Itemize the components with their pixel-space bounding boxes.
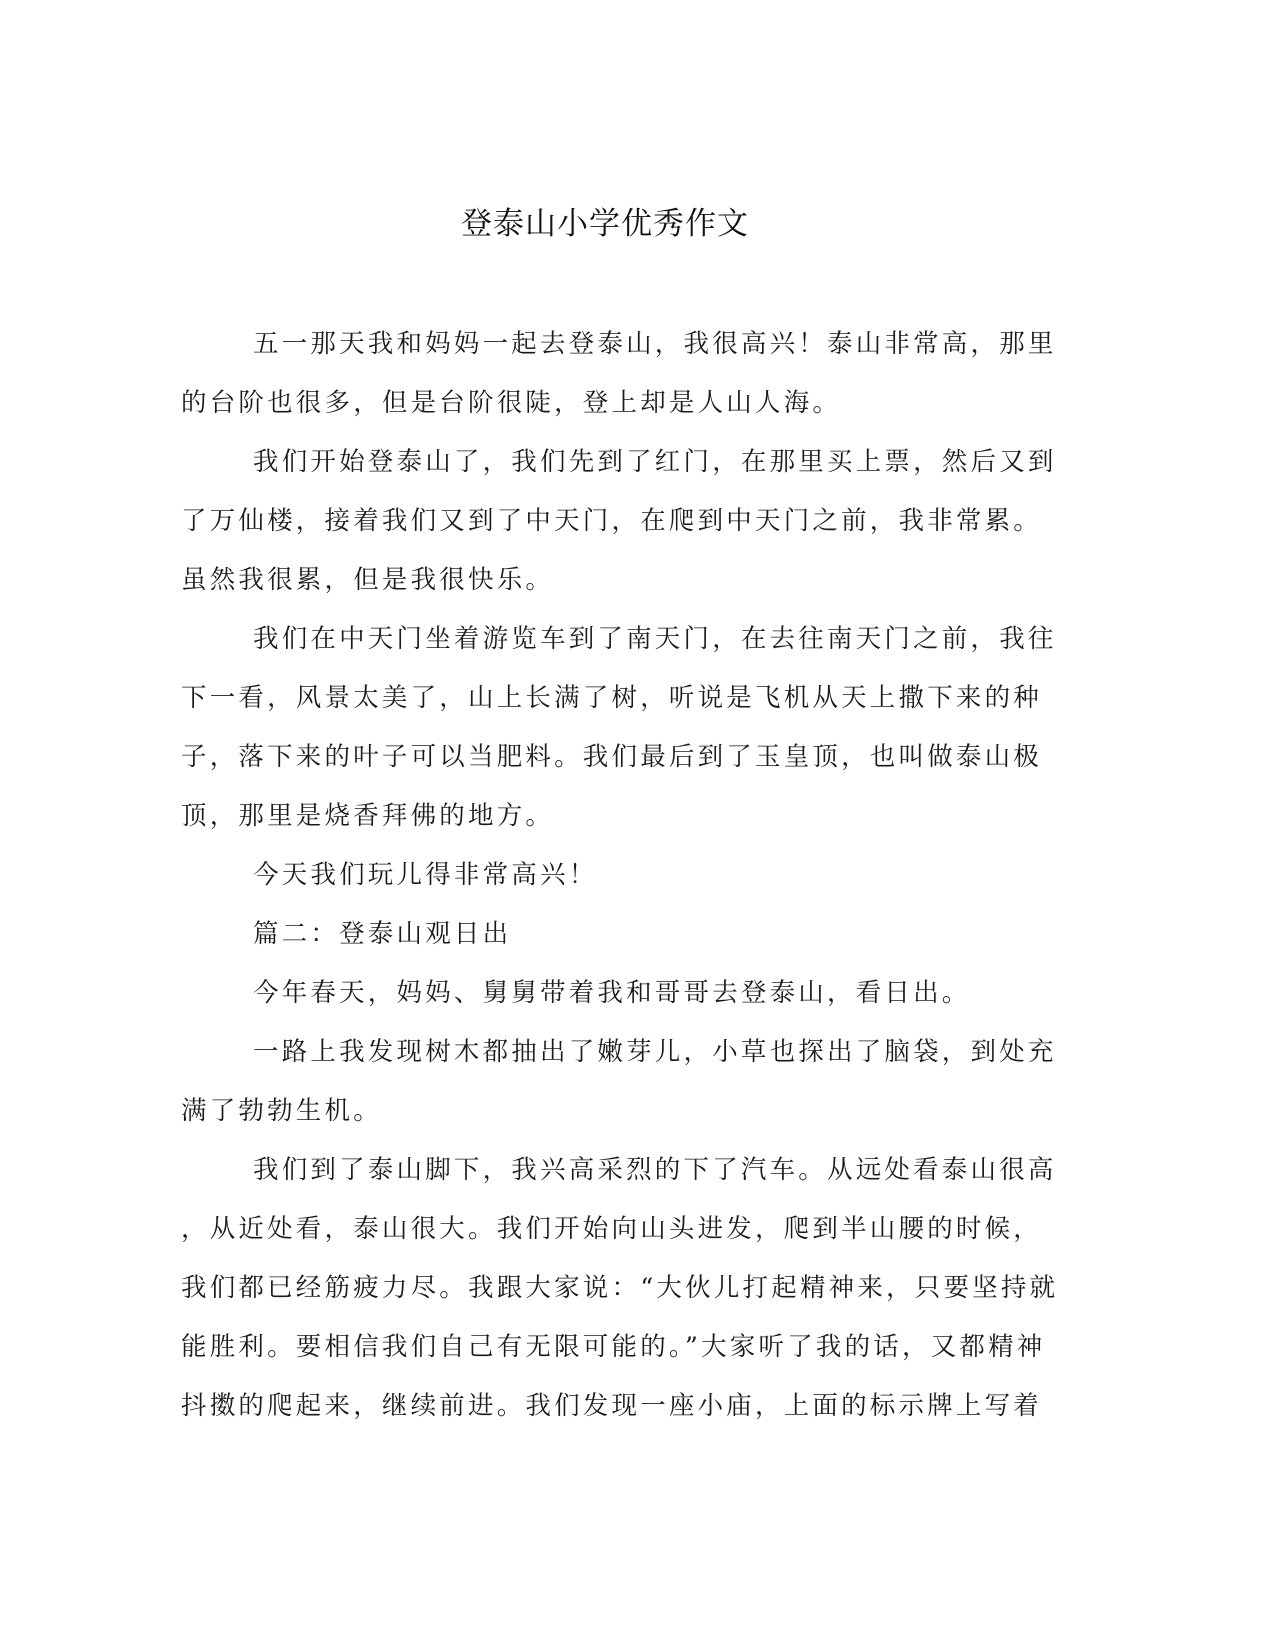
- text-line: ，从近处看，泰山很大。我们开始向山头进发，爬到半山腰的时候，: [181, 1214, 1043, 1244]
- text-line: 我们都已经筋疲力尽。我跟大家说：“大伙儿打起精神来，只要坚持就: [181, 1273, 1059, 1303]
- text-line: 虽然我很累，但是我很快乐。: [181, 565, 555, 595]
- essay-body: [181, 315, 1059, 1436]
- text-line: 满了勃勃生机。: [181, 1096, 382, 1126]
- text-line: 子，落下来的叶子可以当肥料。我们最后到了玉皇顶，也叫做泰山极: [181, 742, 1043, 772]
- text-line: 我们到了泰山脚下，我兴高采烈的下了汽车。从远处看泰山很高: [253, 1155, 1057, 1185]
- section-heading: 篇二：登泰山观日出: [253, 919, 512, 949]
- text-line: 顶，那里是烧香拜佛的地方。: [181, 801, 555, 831]
- text-line: 能胜利。要相信我们自己有无限可能的。”大家听了我的话，又都精神: [181, 1332, 1046, 1362]
- text-line: 了万仙楼，接着我们又到了中天门，在爬到中天门之前，我非常累。: [181, 506, 1043, 536]
- text-line: 下一看，风景太美了，山上长满了树，听说是飞机从天上撒下来的种: [181, 683, 1043, 713]
- text-line: 的台阶也很多，但是台阶很陡，登上却是人山人海。: [181, 388, 842, 418]
- text-line: 抖擞的爬起来，继续前进。我们发现一座小庙，上面的标示牌上写着: [181, 1391, 1043, 1421]
- text-line: 我们开始登泰山了，我们先到了红门，在那里买上票，然后又到: [253, 447, 1057, 477]
- text-line: 五一那天我和妈妈一起去登泰山，我很高兴！泰山非常高，那里: [253, 329, 1057, 359]
- text-line: 今天我们玩儿得非常高兴！: [253, 860, 598, 890]
- page-title: 登泰山小学优秀作文: [461, 206, 749, 242]
- text-line: 一路上我发现树木都抽出了嫩芽儿，小草也探出了脑袋，到处充: [253, 1037, 1057, 1067]
- text-line: 今年春天，妈妈、舅舅带着我和哥哥去登泰山，看日出。: [253, 978, 971, 1008]
- text-line: 我们在中天门坐着游览车到了南天门，在去往南天门之前，我往: [253, 624, 1057, 654]
